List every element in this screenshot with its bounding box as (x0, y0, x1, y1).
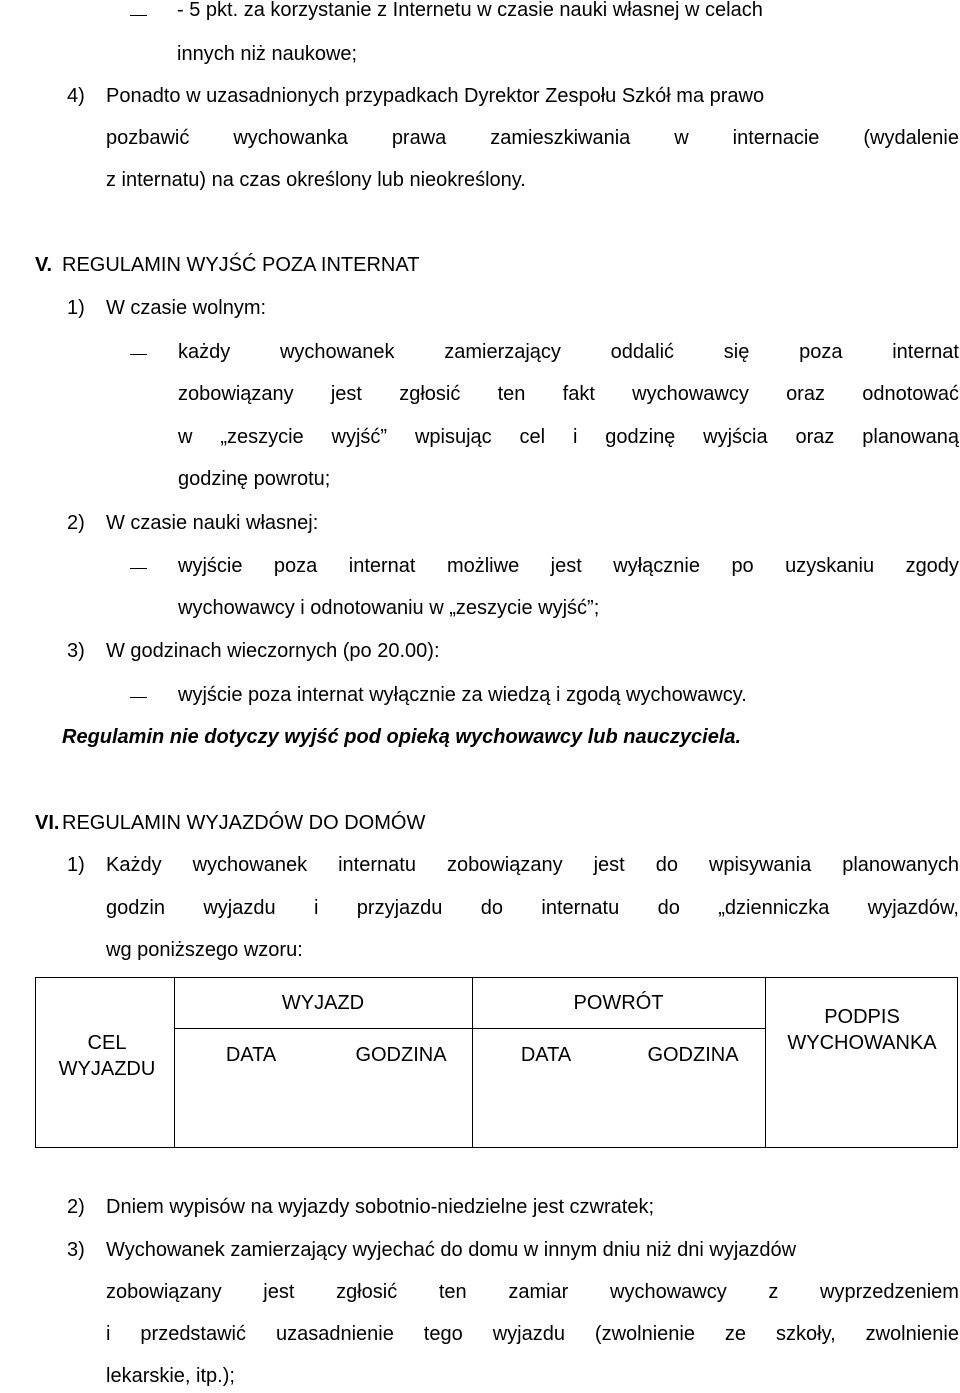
word: i (313, 897, 319, 919)
text-line: lekarskie, itp.); (106, 1365, 235, 1387)
word: zgody (905, 555, 959, 577)
word: i (106, 1323, 111, 1345)
word: wpisywania (708, 854, 812, 876)
item-label: W godzinach wieczornych (po 20.00): (106, 640, 440, 662)
word: wpisując (414, 426, 492, 448)
item-number: 2) (67, 1196, 85, 1218)
text-line: z internatu) na czas określony lub nieokreślony. (106, 169, 526, 191)
dash-bullet (130, 354, 147, 355)
word: przyjazdu (356, 897, 443, 919)
word: godzinę (605, 426, 676, 448)
word: wyjście (178, 555, 243, 577)
section-title: REGULAMIN WYJAZDÓW DO DOMÓW (62, 812, 426, 834)
item-label: W czasie wolnym: (106, 297, 267, 319)
word: i (572, 426, 578, 448)
text-line: innych niż naukowe; (177, 43, 358, 65)
word: prawa (391, 127, 447, 149)
item-number: 3) (67, 640, 85, 662)
word: wychowanek (192, 854, 308, 876)
word: oraz (786, 383, 825, 405)
word: Każdy (106, 854, 162, 876)
word: zobowiązany (446, 854, 563, 876)
item-number: 2) (67, 512, 85, 534)
text-line: wychowawcy i odnotowaniu w „zeszycie wyjść”; (178, 597, 600, 619)
word: wychowawcy (632, 383, 749, 405)
item-number: 1) (67, 297, 85, 319)
word: cel (519, 426, 546, 448)
word: wyprzedzeniem (820, 1281, 959, 1303)
text-line (106, 853, 959, 877)
word: planowaną (862, 426, 959, 448)
text-line: wyjście poza internat wyłącznie za wiedzą i zgodą wychowawcy. (178, 684, 747, 706)
header-wyjazd: WYJAZD (281, 992, 365, 1014)
text-line (106, 1322, 959, 1346)
text-line (178, 340, 959, 364)
word: do (657, 897, 680, 919)
text-line: - 5 pkt. za korzystanie z Internetu w czasie nauki własnej w celach (177, 0, 763, 21)
word: uzyskaniu (785, 555, 875, 577)
section-number: VI. (35, 812, 60, 834)
word: uzasadnienie (275, 1323, 394, 1345)
word: do (655, 854, 678, 876)
word: się (723, 341, 750, 363)
text-line (106, 1280, 959, 1304)
word: zamierzający (444, 341, 561, 363)
word: jest (593, 854, 625, 876)
word: poza (799, 341, 843, 363)
word: wyjazdu (203, 897, 276, 919)
word: ten (438, 1281, 467, 1303)
section-title: REGULAMIN WYJŚĆ POZA INTERNAT (62, 254, 420, 276)
word: internat (892, 341, 959, 363)
text-line (106, 126, 959, 150)
header-podpis-wychowanka: PODPIS WYCHOWANKA (787, 1006, 937, 1054)
word: „dzienniczka (718, 897, 830, 919)
word: wychowawcy (610, 1281, 727, 1303)
word: szkoły, (776, 1323, 836, 1345)
table-divider (174, 1028, 765, 1029)
word: wyjścia (703, 426, 768, 448)
word: „zeszycie (220, 426, 304, 448)
dash-bullet (130, 697, 147, 698)
word: oddalić (610, 341, 675, 363)
header-data-powrot: DATA (520, 1044, 572, 1066)
word: możliwe (446, 555, 520, 577)
word: planowanych (842, 854, 959, 876)
header-godzina-wyjazd: GODZINA (355, 1044, 447, 1066)
word: wyjść” (331, 426, 388, 448)
text-line (178, 382, 959, 406)
word: w (674, 127, 689, 149)
text-line (178, 554, 959, 578)
word: zwolnienie (865, 1323, 959, 1345)
word: internacie (732, 127, 820, 149)
table-divider (765, 978, 766, 1147)
word: przedstawić (140, 1323, 247, 1345)
word: oraz (795, 426, 835, 448)
header-godzina-powrot: GODZINA (647, 1044, 739, 1066)
word: do (480, 897, 504, 919)
text-line: Wychowanek zamierzający wyjechać do domu w innym dniu niż dni wyjazdów (106, 1239, 797, 1261)
word: internat (348, 555, 416, 577)
section-note: Regulamin nie dotyczy wyjść pod opieką wychowawcy lub nauczyciela. (62, 726, 742, 748)
header-data-wyjazd: DATA (225, 1044, 277, 1066)
word: zamieszkiwania (490, 127, 631, 149)
item-label: W czasie nauki własnej: (106, 512, 319, 534)
word: ten (497, 383, 526, 405)
word: wychowanka (233, 127, 348, 149)
item-number: 1) (67, 854, 85, 876)
section-number: V. (35, 254, 53, 276)
text-line: godzinę powrotu; (178, 468, 331, 490)
text-line (178, 425, 959, 449)
word: wychowanek (279, 341, 395, 363)
word: zamiar (508, 1281, 569, 1303)
text-line (106, 896, 959, 920)
word: poza (273, 555, 318, 577)
word: jest (550, 555, 582, 577)
word: pozbawić (106, 127, 190, 149)
word: ze (724, 1323, 747, 1345)
header-cel-wyjazdu: CEL WYJAZDU (58, 1032, 156, 1080)
word: zgłosić (399, 383, 461, 405)
word: po (731, 555, 754, 577)
item-number: 4) (67, 85, 85, 107)
item-number: 3) (67, 1239, 85, 1261)
dash-bullet (130, 568, 147, 569)
text-line: wg poniższego wzoru: (106, 939, 303, 961)
word: (zwolnienie (594, 1323, 695, 1345)
word: (wydalenie (863, 127, 959, 149)
dash-bullet (130, 15, 147, 16)
word: internatu (541, 897, 620, 919)
word: zobowiązany (178, 383, 294, 405)
word: internatu (338, 854, 416, 876)
word: wyjazdu (492, 1323, 565, 1345)
word: w (178, 426, 193, 448)
word: jest (330, 383, 362, 405)
word: godzin (106, 897, 165, 919)
word: zgłosić (336, 1281, 398, 1303)
departure-log-table (35, 977, 958, 1148)
word: tego (423, 1323, 463, 1345)
word: odnotować (862, 383, 959, 405)
text-line: Dniem wypisów na wyjazdy sobotnio-niedzielne jest czwratek; (106, 1196, 655, 1218)
word: każdy (178, 341, 231, 363)
word: wyłącznie (613, 555, 700, 577)
header-powrot: POWRÓT (573, 992, 664, 1014)
word: fakt (562, 383, 595, 405)
word: zobowiązany (106, 1281, 222, 1303)
word: jest (263, 1281, 295, 1303)
word: z (768, 1281, 779, 1303)
text-line: Ponadto w uzasadnionych przypadkach Dyrektor Zespołu Szkół ma prawo (106, 85, 765, 107)
word: wyjazdów, (867, 897, 959, 919)
